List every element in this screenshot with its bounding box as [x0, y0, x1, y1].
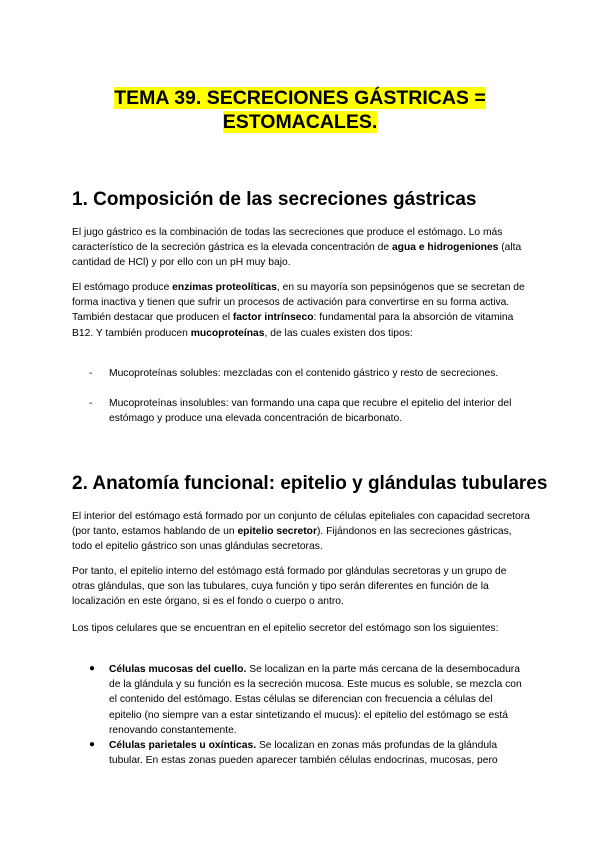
- title-line-2: ESTOMACALES.: [222, 111, 378, 133]
- list-item-text: Mucoproteínas insolubles: van formando una capa que recubre el epitelio del interior del estómago y produce una elevada concentración de bicarbonato.: [109, 398, 512, 425]
- list-item-text: Células mucosas del cuello. Se localizan en la parte más cercana de la desembocadura de la glándula y su función es la secreción mucosa. Este mucus es soluble, se mezcla con el contenido del estómago. Estas células se diferencian con frecuencia a células del epitelio (no siempre van a estar sintetizando el mucus): el epitelio del estómago se está renovando constantemente.: [109, 664, 522, 736]
- section-2-paragraph-2: Por tanto, el epitelio interno del estómago está formado por glándulas secretoras y un grupo de otras glándulas, que son las tubulares, cuya función y tipo serán diferentes en función de la localización en este órgano, si es el fondo o cuerpo o antro.: [72, 566, 507, 608]
- dash-marker: -: [89, 398, 93, 409]
- bullet-marker: ●: [89, 739, 96, 750]
- bullet-marker: ●: [89, 663, 96, 674]
- section-2-paragraph-3: Los tipos celulares que se encuentran en el epitelio secretor del estómago son los siguientes:: [72, 623, 499, 634]
- page-title: [0, 86, 600, 134]
- list-item-text: Células parietales u oxínticas. Se localizan en zonas más profundas de la glándula tubular. En estas zonas pueden aparecer también células endocrinas, mucosas, pero: [109, 740, 498, 767]
- dash-marker: -: [89, 368, 93, 379]
- title-line-1: TEMA 39. SECRECIONES GÁSTRICAS =: [114, 87, 486, 109]
- section-1-paragraph-1: El jugo gástrico es la combinación de todas las secreciones que produce el estómago. Lo más característico de la secreción gástrica es la elevada concentración de agua e hidrogeniones (alta cantidad de HCl) y por ello con un pH muy bajo.: [72, 227, 522, 269]
- section-2-heading: 2. Anatomía funcional: epitelio y glándulas tubulares: [72, 473, 548, 494]
- list-item-text: Mucoproteínas solubles: mezcladas con el contenido gástrico y resto de secreciones.: [109, 368, 499, 379]
- section-2-paragraph-1: El interior del estómago está formado por un conjunto de células epiteliales con capacidad secretora (por tanto, estamos hablando de un epitelio secretor). Fijándonos en las secreciones gástricas, todo el epitelio gástrico son unas glándulas secretoras.: [72, 511, 530, 553]
- section-1-heading: 1. Composición de las secreciones gástricas: [72, 189, 477, 210]
- section-1-paragraph-2: El estómago produce enzimas proteolíticas, en su mayoría son pepsinógenos que se secretan de forma inactiva y tienen que sufrir un procesos de activación para convertirse en su forma activa. También destacar que producen el factor intrínseco: fundamental para la absorción de vitamina B12. Y también producen mucoproteínas, de las cuales existen dos tipos:: [72, 282, 525, 339]
